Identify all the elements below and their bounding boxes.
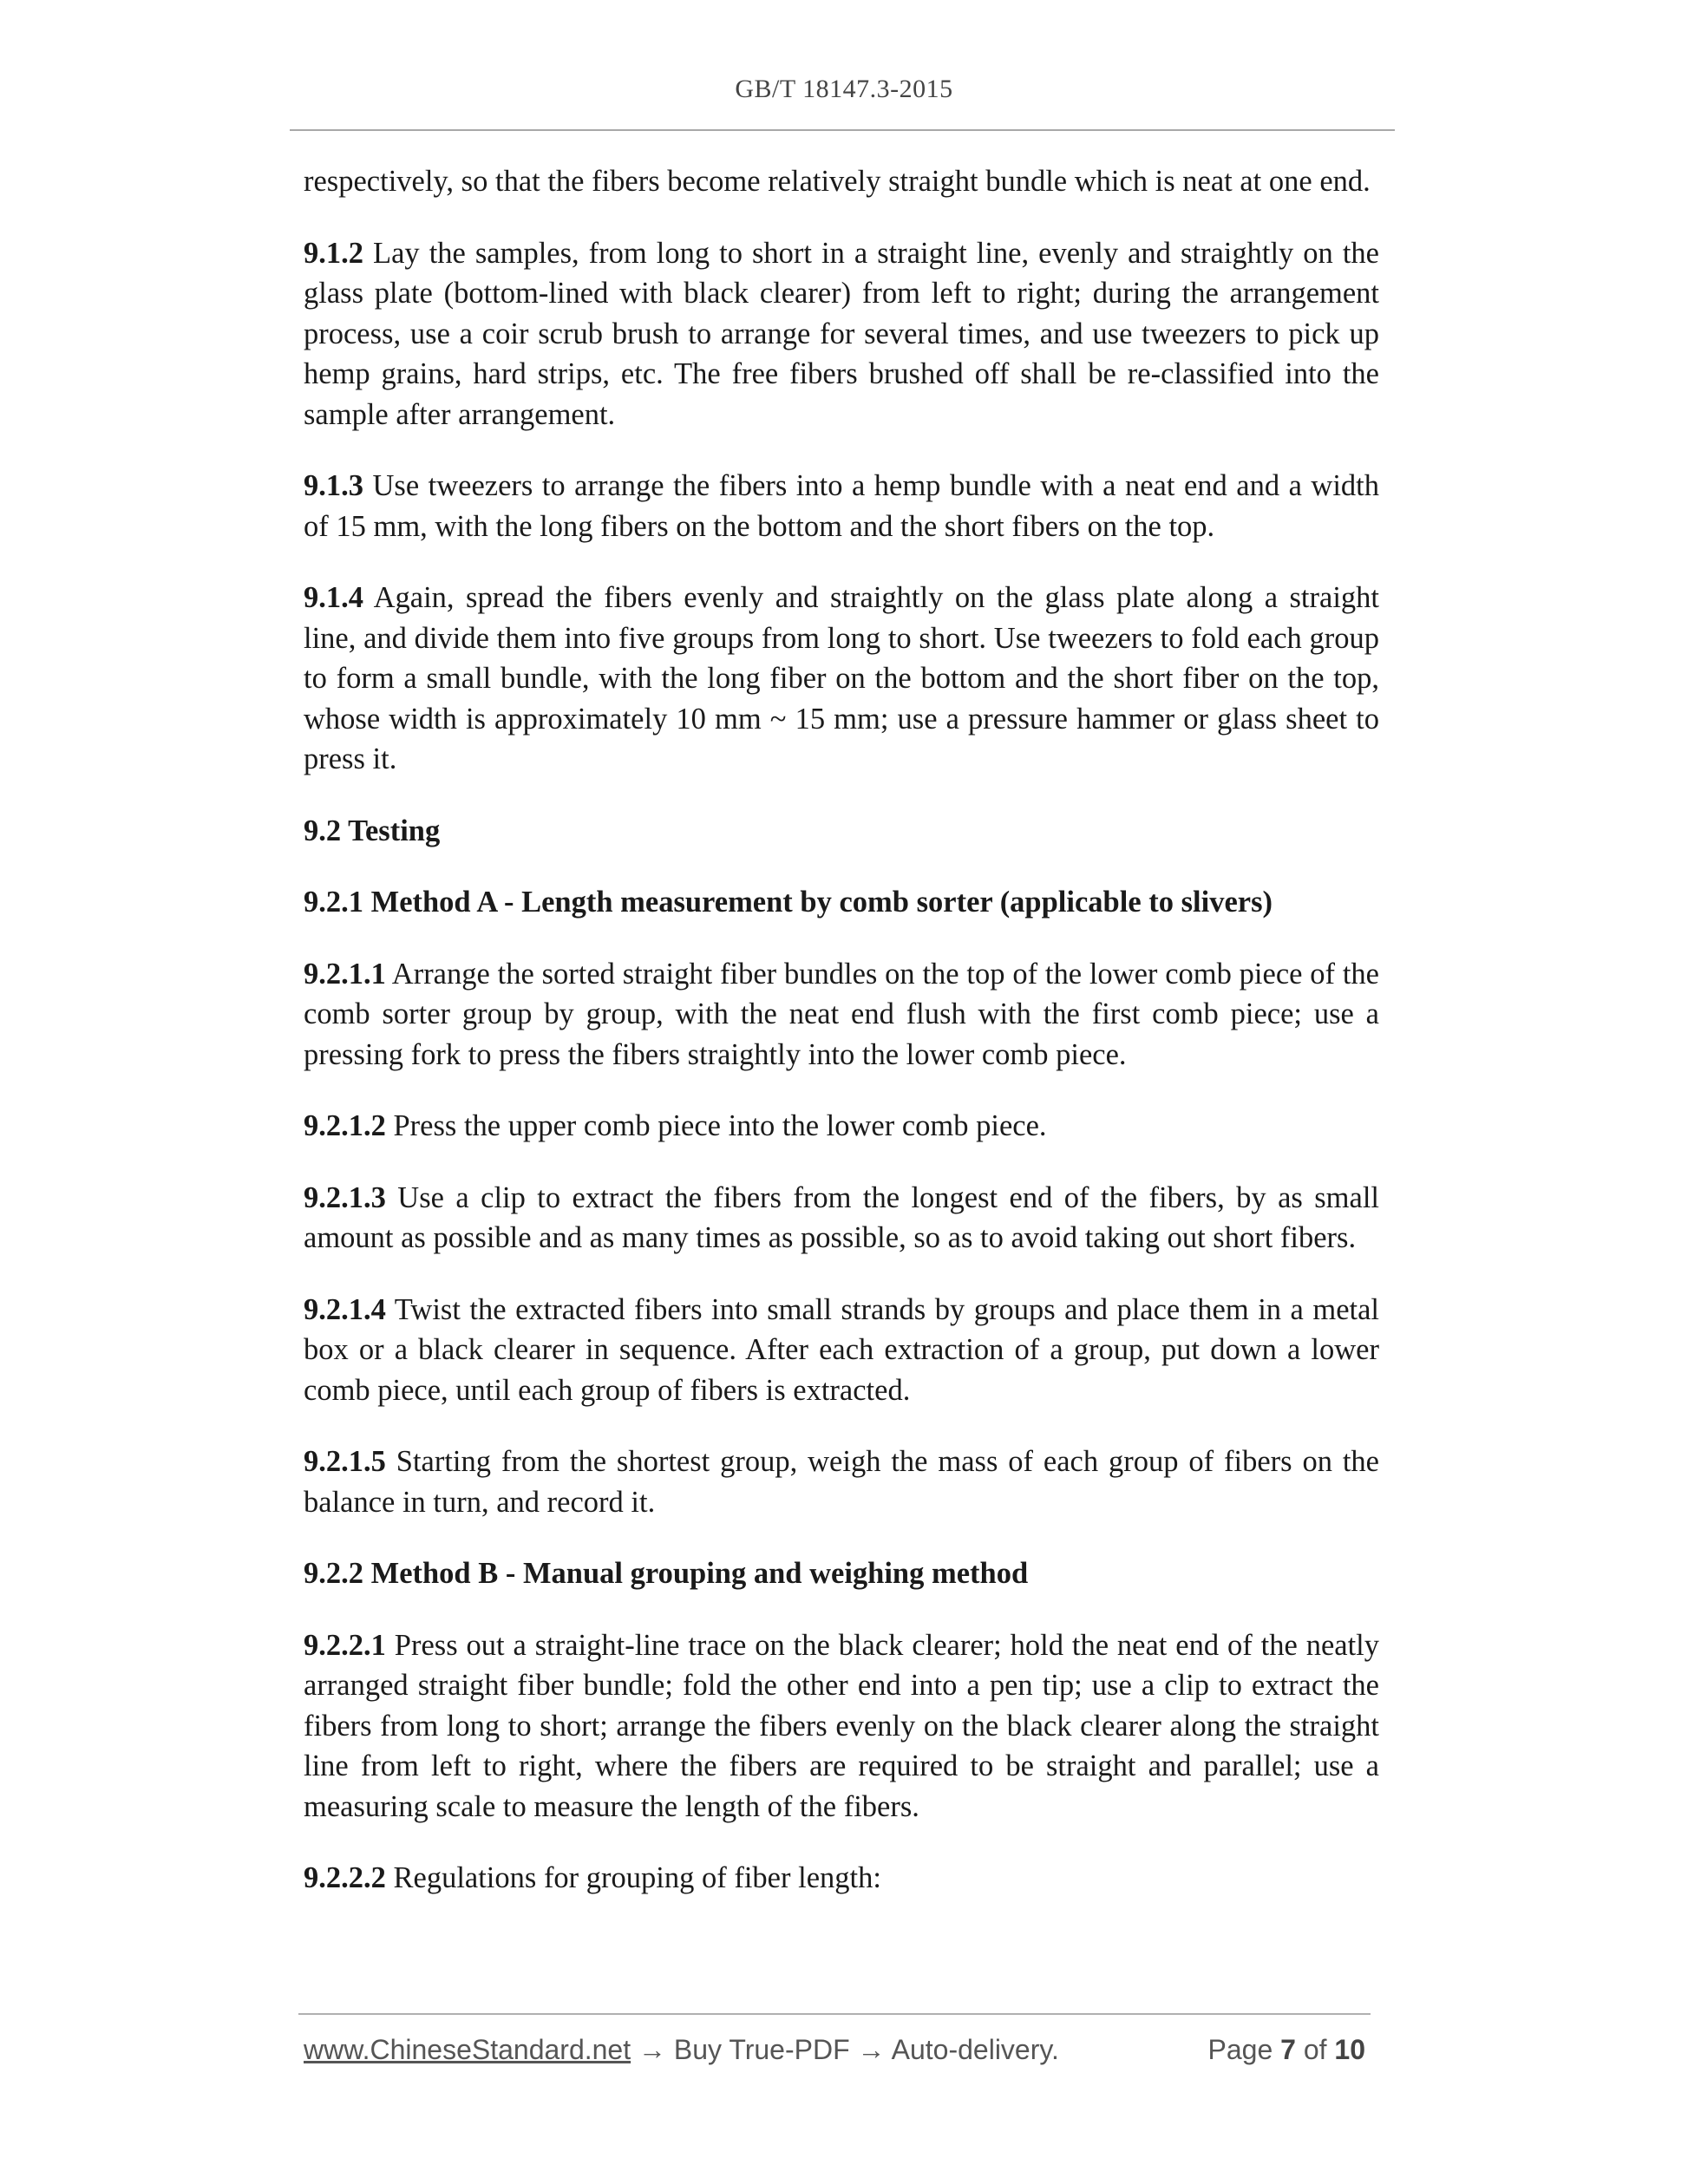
clause-number: 9.2.1.5 <box>304 1445 386 1478</box>
of-label: of <box>1303 2034 1327 2065</box>
section-heading-9-2-2: 9.2.2 Method B - Manual grouping and weighing method <box>304 1557 1029 1590</box>
current-page-number: 7 <box>1280 2034 1296 2065</box>
clause-text: Lay the samples, from long to short in a straight line, evenly and straightly on the glass plate (bottom-lined with black clearer) from left to right; during the arrangement process, use a coir scrub brush to arrange for several times, and use tweezers to pick up hemp grains, hard strips, etc. The free fibers brushed off shall be re-classified into the sample after arrangement. <box>304 236 1379 431</box>
buy-pdf-text: Buy True-PDF <box>673 2034 850 2065</box>
clause-9-2-1-3 <box>304 1178 1379 1259</box>
clause-text: Arrange the sorted straight fiber bundles on the top of the lower comb piece of the comb sorter group by group, with the neat end flush with the first comb piece; use a pressing fork to press the fibers straightly into the lower comb piece. <box>304 957 1379 1071</box>
clause-9-2-1-1 <box>304 954 1379 1076</box>
clause-number: 9.2.2.2 <box>304 1861 386 1894</box>
clause-9-1-2 <box>304 233 1379 435</box>
clause-text: Use a clip to extract the fibers from the longest end of the fibers, by as small amount as possible and as many times as possible, so as to avoid taking out short fibers. <box>304 1180 1379 1254</box>
clause-number: 9.1.3 <box>304 469 363 502</box>
clause-text: Starting from the shortest group, weigh the mass of each group of fibers on the balance in turn, and record it. <box>304 1445 1379 1519</box>
clause-9-2-1-5 <box>304 1442 1379 1522</box>
arrow-right-icon: → <box>631 2034 674 2065</box>
clause-text: Press out a straight-line trace on the black clearer; hold the neat end of the neatly arranged straight fiber bundle; fold the other end into a pen tip; use a clip to extract the fibers from long to short; arrange the fibers evenly on the black clearer along the straight line from left to right, where the fibers are required to be straight and parallel; use a measuring scale to measure the length of the fibers. <box>304 1628 1379 1823</box>
auto-delivery-text: Auto-delivery. <box>891 2034 1059 2065</box>
clause-text: Use tweezers to arrange the fibers into a hemp bundle with a neat end and a width of 15 mm, with the long fibers on the bottom and the short fibers on the top. <box>304 469 1379 543</box>
document-header-title: GB/T 18147.3-2015 <box>735 75 953 103</box>
clause-number: 9.2.1.3 <box>304 1180 386 1214</box>
total-pages-number: 10 <box>1334 2034 1365 2065</box>
clause-number: 9.2.1.1 <box>304 957 386 991</box>
paragraph-continuation <box>304 161 1379 202</box>
clause-number: 9.2.2.1 <box>304 1628 386 1662</box>
section-heading-9-2-1: 9.2.1 Method A - Length measurement by comb sorter (applicable to slivers) <box>304 886 1273 919</box>
page-label: Page <box>1207 2034 1273 2065</box>
paragraph-text: respectively, so that the fibers become relatively straight bundle which is neat at one end. <box>304 165 1371 198</box>
clause-text: Again, spread the fibers evenly and straightly on the glass plate along a straight line, and divide them into five groups from long to short. Use tweezers to fold each group to form a small bundle, with the long fiber on the bottom and the short fiber on the top, whose width is approximately 10 mm ~ 15 mm; use a pressure hammer or glass sheet to press it. <box>304 581 1379 775</box>
clause-9-1-3 <box>304 466 1379 546</box>
page-indicator <box>1208 2034 1365 2066</box>
clause-9-2-2-1 <box>304 1625 1379 1828</box>
document-body <box>304 161 1379 1930</box>
header-divider <box>290 129 1395 131</box>
section-heading-9-2: 9.2 Testing <box>304 814 441 847</box>
footer-divider <box>298 2013 1371 2015</box>
clause-9-2-2-2 <box>304 1858 1379 1899</box>
clause-text: Regulations for grouping of fiber length: <box>385 1861 881 1894</box>
clause-9-2-1-2 <box>304 1106 1379 1147</box>
clause-9-1-4 <box>304 578 1379 780</box>
clause-number: 9.2.1.2 <box>304 1109 386 1142</box>
clause-text: Press the upper comb piece into the lower comb piece. <box>385 1109 1047 1142</box>
clause-text: Twist the extracted fibers into small strands by groups and place them in a metal box or a black clearer in sequence. After each extraction of a group, put down a lower comb piece, until each group of fibers is extracted. <box>304 1292 1379 1407</box>
website-link[interactable]: www.ChineseStandard.net <box>304 2034 631 2065</box>
footer-promo <box>304 2034 1059 2066</box>
clause-number: 9.1.2 <box>304 236 363 270</box>
clause-number: 9.2.1.4 <box>304 1292 386 1326</box>
clause-9-2-1-4 <box>304 1290 1379 1411</box>
arrow-right-icon: → <box>849 2034 892 2065</box>
clause-number: 9.1.4 <box>304 581 363 614</box>
